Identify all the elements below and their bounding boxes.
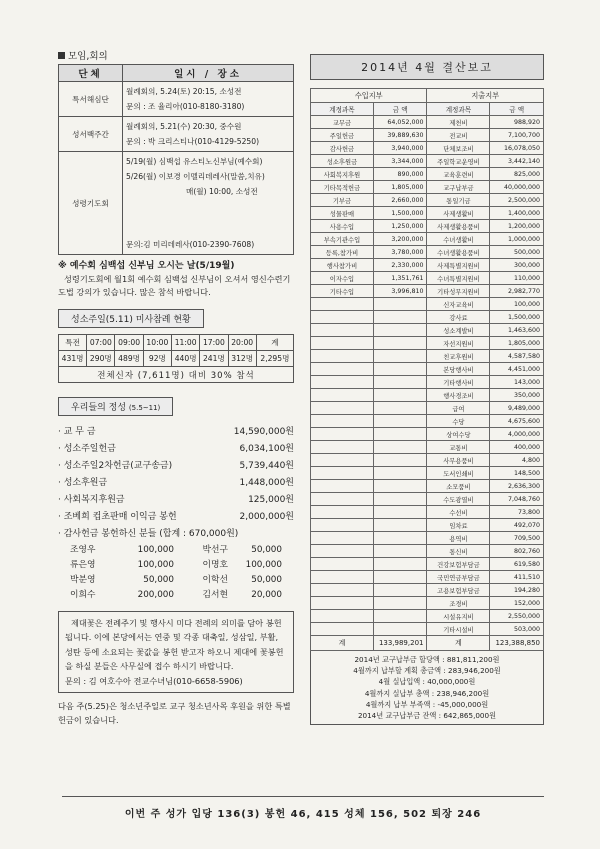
income-account: 기타수입 xyxy=(311,285,374,298)
offering-list xyxy=(58,424,294,603)
income-amount xyxy=(373,389,427,402)
expense-amount: 619,580 xyxy=(490,558,544,571)
expense-amount: 802,760 xyxy=(490,545,544,558)
expense-account: 조경비 xyxy=(427,597,490,610)
meetings-table xyxy=(58,64,294,255)
expense-account: 급여 xyxy=(427,402,490,415)
meeting-info xyxy=(123,82,294,117)
table-row xyxy=(311,272,544,285)
income-account xyxy=(311,415,374,428)
expense-account: 사무용품비 xyxy=(427,454,490,467)
income-amount xyxy=(373,545,427,558)
mass-value: 241명 xyxy=(200,351,228,367)
expense-account: 수도광열비 xyxy=(427,493,490,506)
offering-title: 우리들의 정성 (5.5~11) xyxy=(58,397,173,416)
income-account: 이자수입 xyxy=(311,272,374,285)
expense-amount: 503,000 xyxy=(490,623,544,636)
list-item: · 조베희 컵초판매 이익금 봉헌 2,000,000원 xyxy=(58,512,294,522)
table-row xyxy=(311,441,544,454)
mass-value: 431명 xyxy=(59,351,87,367)
expense-amount: 4,451,000 xyxy=(490,363,544,376)
table-row xyxy=(311,454,544,467)
table-row xyxy=(311,337,544,350)
income-amount: 1,805,000 xyxy=(373,181,427,194)
income-account xyxy=(311,311,374,324)
table-row xyxy=(311,467,544,480)
income-amount xyxy=(373,493,427,506)
table-row xyxy=(311,350,544,363)
expense-header: 지출지부 xyxy=(427,89,544,103)
table-row xyxy=(59,152,294,255)
income-account xyxy=(311,519,374,532)
expense-amount: 709,500 xyxy=(490,532,544,545)
hymn-footer: 이번 주 성가 입당 136(3) 봉헌 46, 415 성체 156, 502 퇴장 246 xyxy=(62,796,544,820)
income-amount xyxy=(373,519,427,532)
income-account: 기부금 xyxy=(311,194,374,207)
table-row xyxy=(311,103,544,116)
table-row xyxy=(311,246,544,259)
income-account xyxy=(311,337,374,350)
income-account xyxy=(311,376,374,389)
income-amount: 1,500,000 xyxy=(373,207,427,220)
table-row xyxy=(59,351,294,367)
flower-contact: 문의 : 김 여호수아 전교수녀님(010-6658-5906) xyxy=(65,675,243,686)
income-amount: 3,996,810 xyxy=(373,285,427,298)
income-account xyxy=(311,584,374,597)
income-account xyxy=(311,493,374,506)
table-row xyxy=(311,207,544,220)
expense-account: 강사료 xyxy=(427,311,490,324)
expense-amount: 300,000 xyxy=(490,259,544,272)
mass-header: 07:00 xyxy=(87,335,115,351)
mass-header: 20:00 xyxy=(228,335,256,351)
income-account xyxy=(311,402,374,415)
expense-account: 교구납부금 xyxy=(427,181,490,194)
mass-header: 계 xyxy=(256,335,293,351)
meetings-heading: 모임,회의 xyxy=(58,50,294,64)
expense-account: 기타행사비 xyxy=(427,376,490,389)
info-line: 월례회의, 5.21(수) 20:30, 중수원 xyxy=(126,122,242,131)
mass-header: 특전 xyxy=(59,335,87,351)
list-item: 류은영 100,000 이명호 100,000 xyxy=(70,560,282,570)
table-row xyxy=(311,142,544,155)
info-line: 문의 : 조 율리아(010-8180-3180) xyxy=(126,102,245,111)
income-account: 사용수입 xyxy=(311,220,374,233)
income-amount xyxy=(373,324,427,337)
income-amount xyxy=(373,337,427,350)
table-row xyxy=(311,545,544,558)
expense-account: 기타시설비 xyxy=(427,623,490,636)
report-title: 2014년 4월 결산보고 xyxy=(310,54,544,80)
expense-account: 수당 xyxy=(427,415,490,428)
mass-value: 489명 xyxy=(115,351,143,367)
expense-account: 수선비 xyxy=(427,506,490,519)
expense-amount: 100,000 xyxy=(490,298,544,311)
income-amount xyxy=(373,311,427,324)
expense-amount: 148,500 xyxy=(490,467,544,480)
income-account xyxy=(311,363,374,376)
table-row xyxy=(311,506,544,519)
table-row xyxy=(311,402,544,415)
mass-value: 92명 xyxy=(143,351,171,367)
table-row xyxy=(311,428,544,441)
expense-amount: 73,800 xyxy=(490,506,544,519)
mass-value: 290명 xyxy=(87,351,115,367)
expense-amount: 4,800 xyxy=(490,454,544,467)
expense-account: 본당행사비 xyxy=(427,363,490,376)
table-row xyxy=(311,623,544,636)
income-amount xyxy=(373,428,427,441)
income-amount xyxy=(373,558,427,571)
income-account xyxy=(311,428,374,441)
income-amount xyxy=(373,415,427,428)
expense-amount: 40,000,000 xyxy=(490,181,544,194)
income-amount: 3,344,000 xyxy=(373,155,427,168)
income-account xyxy=(311,480,374,493)
expense-amount: 9,489,000 xyxy=(490,402,544,415)
expense-amount: 400,000 xyxy=(490,441,544,454)
summary-line: 4월 실납입액 : 40,000,000원 xyxy=(378,677,476,687)
donor-list xyxy=(70,543,282,603)
table-row xyxy=(311,389,544,402)
total-label: 계 xyxy=(427,636,490,651)
mass-header: 09:00 xyxy=(115,335,143,351)
table-row xyxy=(59,82,294,117)
table-row xyxy=(311,597,544,610)
expense-account: 신자교육비 xyxy=(427,298,490,311)
info-line: 문의:김 미리데레사(010-2390-7608) xyxy=(126,240,255,249)
summary-line: 2014년 교구납부금 잔액 : 642,865,000원 xyxy=(357,711,497,721)
info-line: 월례회의, 5.24(토) 20:15, 소성전 xyxy=(126,87,242,96)
column-header: 금 액 xyxy=(373,103,427,116)
table-row xyxy=(311,220,544,233)
meetings-col-team: 단체 xyxy=(59,65,123,82)
info-line: 5/26(월) 이보경 이멜리데레사(말씀,치유) xyxy=(126,172,265,181)
income-amount xyxy=(373,298,427,311)
table-row xyxy=(311,129,544,142)
table-row xyxy=(311,298,544,311)
expense-account: 소모품비 xyxy=(427,480,490,493)
income-account xyxy=(311,350,374,363)
expense-amount: 2,500,000 xyxy=(490,194,544,207)
income-account: 성물판매 xyxy=(311,207,374,220)
income-account: 부속기관수입 xyxy=(311,233,374,246)
thanks-heading: · 감사헌금 봉헌하신 분들 (합계 : 670,000원) xyxy=(58,529,239,539)
income-amount xyxy=(373,597,427,610)
info-line: 매(월) 10:00, 소성전 xyxy=(186,187,258,196)
income-amount xyxy=(373,441,427,454)
expense-total: 123,388,850 xyxy=(490,636,544,651)
income-account xyxy=(311,506,374,519)
income-amount xyxy=(373,571,427,584)
youth-sunday-notice: 다음 주(5.25)은 청소년주일로 교구 청소년사목 후원을 위한 특별헌금이 있습니다. xyxy=(58,701,291,726)
expense-amount: 143,000 xyxy=(490,376,544,389)
table-row xyxy=(311,324,544,337)
expense-account: 상여수당 xyxy=(427,428,490,441)
mass-header: 10:00 xyxy=(143,335,171,351)
table-row xyxy=(311,519,544,532)
expense-amount: 988,920 xyxy=(490,116,544,129)
table-row xyxy=(311,584,544,597)
total-label: 계 xyxy=(311,636,374,651)
expense-amount: 152,000 xyxy=(490,597,544,610)
expense-amount: 3,442,140 xyxy=(490,155,544,168)
income-account xyxy=(311,298,374,311)
table-row xyxy=(311,376,544,389)
expense-amount: 1,200,000 xyxy=(490,220,544,233)
team-name: 성령기도회 xyxy=(59,152,123,255)
expense-account: 용역비 xyxy=(427,532,490,545)
income-amount xyxy=(373,623,427,636)
expense-account: 교육훈련비 xyxy=(427,168,490,181)
info-line: 5/19(월) 심백섭 유스티노신부님(예수회) xyxy=(126,157,263,166)
income-amount xyxy=(373,532,427,545)
expense-amount: 1,000,000 xyxy=(490,233,544,246)
income-account: 등록,참가비 xyxy=(311,246,374,259)
summary-line: 2014년 교구납부금 할당액 : 881,811,200원 xyxy=(354,655,500,664)
expense-account: 제천비 xyxy=(427,116,490,129)
table-row xyxy=(311,610,544,623)
table-row xyxy=(311,285,544,298)
list-item: · 성소주일헌금 6,034,100원 xyxy=(58,444,294,454)
expense-account: 수녀특별지원비 xyxy=(427,272,490,285)
list-item: 이희수 200,000 김서현 20,000 xyxy=(70,590,282,600)
expense-account: 행사경조비 xyxy=(427,389,490,402)
income-amount: 2,330,000 xyxy=(373,259,427,272)
income-account xyxy=(311,558,374,571)
income-amount xyxy=(373,376,427,389)
income-account: 감사헌금 xyxy=(311,142,374,155)
mass-value: 2,295명 xyxy=(256,351,293,367)
income-amount xyxy=(373,363,427,376)
expense-account: 사제생활비 xyxy=(427,207,490,220)
income-header: 수입지부 xyxy=(311,89,427,103)
notice-body: 성령기도회에 월1회 예수회 심백섭 신부님이 오셔서 영신수련기도법 강의가 있습니다. 많은 참석 바랍니다. xyxy=(58,274,291,297)
table-row xyxy=(311,493,544,506)
column-header: 계정과목 xyxy=(311,103,374,116)
list-item: 조영우 100,000 박선구 50,000 xyxy=(70,545,282,555)
income-amount: 39,889,630 xyxy=(373,129,427,142)
expense-amount: 16,078,050 xyxy=(490,142,544,155)
table-row xyxy=(311,363,544,376)
table-row xyxy=(311,181,544,194)
list-item: · 교 무 금 14,590,000원 xyxy=(58,427,294,437)
table-row xyxy=(311,155,544,168)
expense-account: 기타성무지원비 xyxy=(427,285,490,298)
column-header: 계정과목 xyxy=(427,103,490,116)
expense-amount: 4,675,600 xyxy=(490,415,544,428)
settlement-table xyxy=(310,88,544,651)
summary-line: 4월까지 실납부 총액 : 238,946,200원 xyxy=(364,688,490,698)
column-header: 금 액 xyxy=(490,103,544,116)
income-account xyxy=(311,441,374,454)
income-account xyxy=(311,532,374,545)
expense-amount: 2,636,300 xyxy=(490,480,544,493)
right-column xyxy=(310,54,544,725)
table-row xyxy=(311,233,544,246)
list-item: 박분영 50,000 이학선 50,000 xyxy=(70,575,282,585)
expense-amount: 492,070 xyxy=(490,519,544,532)
income-amount: 3,780,000 xyxy=(373,246,427,259)
table-row xyxy=(311,259,544,272)
mass-value: 312명 xyxy=(228,351,256,367)
meeting-info xyxy=(123,117,294,152)
income-account: 기타목적헌금 xyxy=(311,181,374,194)
expense-amount: 2,982,770 xyxy=(490,285,544,298)
expense-account: 사제생활용품비 xyxy=(427,220,490,233)
income-amount: 1,250,000 xyxy=(373,220,427,233)
summary-line: 4월까지 납부 부족액 : -45,000,000원 xyxy=(365,699,489,709)
expense-amount: 1,805,000 xyxy=(490,337,544,350)
table-row xyxy=(311,532,544,545)
team-name: 특서해심단 xyxy=(59,82,123,117)
income-amount: 2,660,000 xyxy=(373,194,427,207)
diocese-summary xyxy=(310,651,544,725)
expense-account: 도서인쇄비 xyxy=(427,467,490,480)
expense-amount: 7,048,760 xyxy=(490,493,544,506)
summary-line: 4월까지 납부할 계획 총금액 : 283,946,200원 xyxy=(353,666,501,676)
table-row xyxy=(59,117,294,152)
meeting-info xyxy=(123,152,294,255)
expense-account: 수녀생활비 xyxy=(427,233,490,246)
mass-summary: 전체신자 (7,611명) 대비 30% 참석 xyxy=(59,367,294,383)
income-amount: 3,940,000 xyxy=(373,142,427,155)
total-row xyxy=(311,636,544,651)
expense-amount: 1,400,000 xyxy=(490,207,544,220)
income-account: 행사참가비 xyxy=(311,259,374,272)
income-account xyxy=(311,545,374,558)
table-row xyxy=(59,335,294,351)
income-amount: 1,351,761 xyxy=(373,272,427,285)
expense-account: 건강보험부담금 xyxy=(427,558,490,571)
list-item: · 사회복지후원금 125,000원 xyxy=(58,495,294,505)
expense-account: 통신비 xyxy=(427,545,490,558)
expense-account: 전교비 xyxy=(427,129,490,142)
expense-amount: 110,000 xyxy=(490,272,544,285)
income-amount xyxy=(373,506,427,519)
income-account: 성소후원금 xyxy=(311,155,374,168)
table-row xyxy=(311,89,544,103)
table-row xyxy=(311,571,544,584)
income-amount xyxy=(373,584,427,597)
list-item: · 성소후원금 1,448,000원 xyxy=(58,478,294,488)
expense-account: 국민연금부담금 xyxy=(427,571,490,584)
notice-jesuit xyxy=(58,260,294,299)
expense-account: 임차료 xyxy=(427,519,490,532)
info-line: 문의 : 박 크리스티나(010-4129-5250) xyxy=(126,137,260,146)
expense-amount: 2,550,000 xyxy=(490,610,544,623)
income-total: 133,989,201 xyxy=(373,636,427,651)
income-amount xyxy=(373,454,427,467)
income-amount xyxy=(373,402,427,415)
table-row xyxy=(311,415,544,428)
expense-account: 사제특별지원비 xyxy=(427,259,490,272)
income-account xyxy=(311,454,374,467)
table-row xyxy=(311,116,544,129)
flower-body: 제대꽃은 전례주기 및 행사시 미다 전례의 의미를 담아 봉헌 됩니다. 이에 본당에서는 연중 및 각종 대축일, 성삼일, 부활, 성탄 등에 소요되는 꽃값을 봉헌 받고자 하오니 제대에 꽃봉헌을 하실 분들은 사무실에 접수 하시기 바랍니다. xyxy=(65,618,284,672)
expense-account: 단체보조비 xyxy=(427,142,490,155)
income-account xyxy=(311,324,374,337)
income-account xyxy=(311,623,374,636)
table-row xyxy=(59,367,294,383)
income-amount xyxy=(373,610,427,623)
expense-account: 교통비 xyxy=(427,441,490,454)
expense-account: 수녀생활용품비 xyxy=(427,246,490,259)
expense-account: 친교후원비 xyxy=(427,350,490,363)
income-account xyxy=(311,610,374,623)
table-row xyxy=(311,194,544,207)
income-account: 주일헌금 xyxy=(311,129,374,142)
expense-amount: 500,000 xyxy=(490,246,544,259)
expense-amount: 4,000,000 xyxy=(490,428,544,441)
table-row xyxy=(311,480,544,493)
altar-flower-notice xyxy=(58,611,294,693)
mass-title: 성소주일(5.11) 미사참례 현황 xyxy=(58,309,204,328)
income-amount: 64,052,000 xyxy=(373,116,427,129)
list-item: · 성소주일2차헌금(교구송금) 5,739,440원 xyxy=(58,461,294,471)
expense-account: 시설유지비 xyxy=(427,610,490,623)
team-name: 성서백주간 xyxy=(59,117,123,152)
notice-heading: ※ 예수회 심백섭 신부님 오시는 날(5/19월) xyxy=(58,261,235,271)
table-row xyxy=(311,168,544,181)
income-account xyxy=(311,597,374,610)
expense-account: 자선지원비 xyxy=(427,337,490,350)
table-row xyxy=(311,311,544,324)
expense-amount: 1,500,000 xyxy=(490,311,544,324)
table-row xyxy=(311,558,544,571)
mass-header: 17:00 xyxy=(200,335,228,351)
income-account: 사회복지후원 xyxy=(311,168,374,181)
income-amount: 3,200,000 xyxy=(373,233,427,246)
expense-account: 고용보험부담금 xyxy=(427,584,490,597)
expense-amount: 4,587,580 xyxy=(490,350,544,363)
income-account: 교무금 xyxy=(311,116,374,129)
left-column xyxy=(58,50,294,727)
mass-attendance-table xyxy=(58,334,294,383)
expense-account: 통일기금 xyxy=(427,194,490,207)
expense-amount: 350,000 xyxy=(490,389,544,402)
offering-period: (5.5~11) xyxy=(128,404,161,412)
expense-amount: 411,510 xyxy=(490,571,544,584)
income-amount xyxy=(373,350,427,363)
mass-header: 11:00 xyxy=(172,335,200,351)
income-amount xyxy=(373,480,427,493)
income-account xyxy=(311,389,374,402)
expense-account: 주일학교운영비 xyxy=(427,155,490,168)
expense-amount: 194,280 xyxy=(490,584,544,597)
square-bullet-icon xyxy=(58,52,65,59)
income-amount: 890,000 xyxy=(373,168,427,181)
income-amount xyxy=(373,467,427,480)
mass-value: 440명 xyxy=(172,351,200,367)
expense-amount: 825,000 xyxy=(490,168,544,181)
income-account xyxy=(311,571,374,584)
meetings-col-info: 일시 / 장소 xyxy=(123,65,294,82)
expense-amount: 7,100,700 xyxy=(490,129,544,142)
expense-amount: 1,463,600 xyxy=(490,324,544,337)
expense-account: 성소계발비 xyxy=(427,324,490,337)
income-account xyxy=(311,467,374,480)
